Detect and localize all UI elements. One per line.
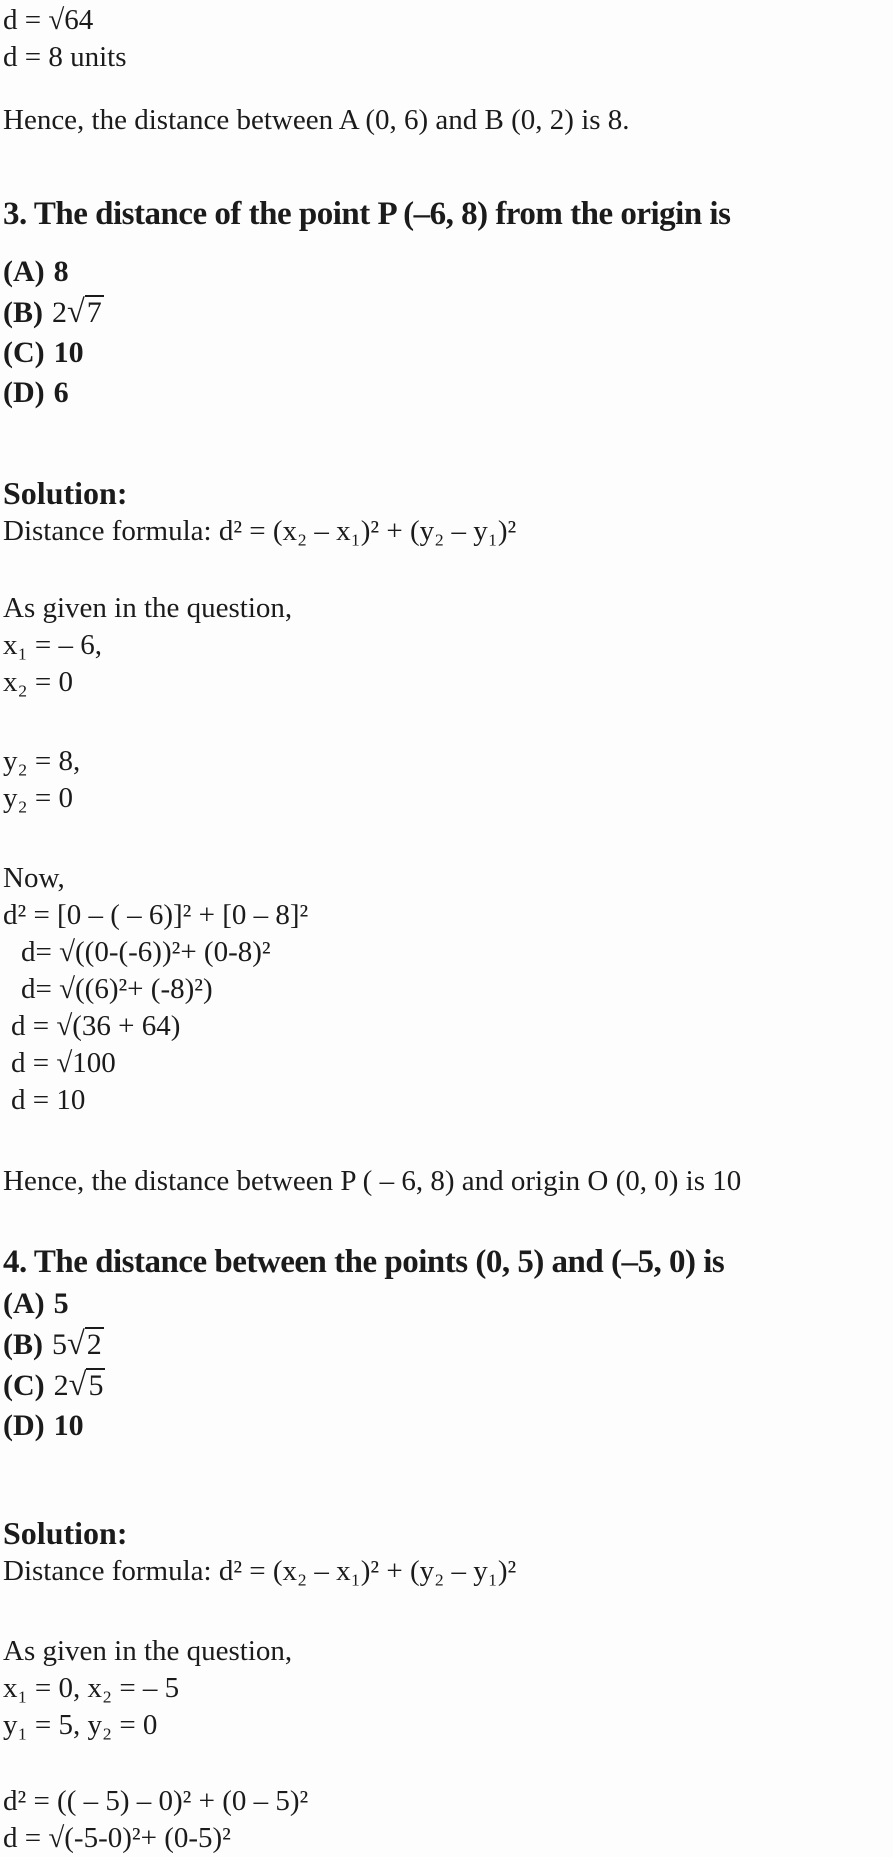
now-label: Now,	[3, 862, 65, 894]
calc-step: d = √(-5-0)²+ (0-5)²	[3, 1822, 231, 1854]
option-row-b	[3, 292, 893, 333]
option-value-math	[52, 1328, 104, 1361]
calc-step: d= √((0-(-6))²+ (0-8)²	[21, 936, 271, 968]
given-y2-line: y₂ = 0	[3, 782, 73, 814]
conclusion-q2: Hence, the distance between A (0, 6) and B (0, 2) is 8.	[3, 104, 630, 136]
option-value: 10	[53, 336, 84, 369]
given-x1-line: x₁ = – 6,	[3, 629, 102, 661]
distance-formula-line: Distance formula: d² = (x₂ – x₁)² + (y₂ – y₁)²	[3, 1555, 517, 1587]
option-row-a	[3, 1284, 893, 1324]
option-row-c	[3, 1365, 893, 1406]
option-label: (C)	[3, 1369, 45, 1402]
coefficient: 2	[52, 296, 67, 329]
radical-sign: √	[68, 1367, 87, 1403]
distance-formula-line: Distance formula: d² = (x₂ – x₁)² + (y₂ – y₁)²	[3, 515, 517, 547]
solution-page	[0, 2, 893, 1854]
option-value: 6	[53, 376, 69, 409]
option-value-math	[54, 1369, 106, 1402]
solution-heading: Solution:	[3, 1515, 128, 1551]
coefficient: 2	[53, 1369, 69, 1402]
question-4-heading: 4. The distance between the points (0, 5) and (–5, 0) is	[3, 1244, 725, 1280]
option-label: (D)	[3, 1409, 45, 1442]
question-3-heading: 3. The distance of the point P (–6, 8) from the origin is	[3, 196, 731, 232]
option-label: (D)	[3, 376, 45, 409]
radicand: 7	[86, 296, 102, 329]
option-label: (B)	[3, 1328, 43, 1361]
option-value: 5	[53, 1287, 69, 1320]
option-row-d	[3, 1406, 893, 1446]
option-row-d	[3, 373, 893, 413]
calc-step: d² = (( – 5) – 0)² + (0 – 5)²	[3, 1785, 309, 1817]
coefficient: 5	[52, 1328, 67, 1361]
calc-step: d = √(36 + 64)	[11, 1010, 181, 1042]
radicand: 2	[86, 1328, 102, 1361]
option-label: (C)	[3, 336, 45, 369]
option-row-c	[3, 333, 893, 373]
calc-step: d² = [0 – ( – 6)]² + [0 – 8]²	[3, 899, 309, 931]
conclusion-q3: Hence, the distance between P ( – 6, 8) and origin O (0, 0) is 10	[3, 1165, 742, 1197]
option-label: (B)	[3, 296, 43, 329]
calc-step: d = √100	[11, 1047, 116, 1079]
solution-heading: Solution:	[3, 475, 128, 511]
radicand: 5	[88, 1369, 104, 1402]
given-x2-line: x₂ = 0	[3, 666, 73, 698]
given-y1-line: y₂ = 8,	[3, 745, 81, 777]
given-intro-line: As given in the question,	[3, 1635, 293, 1667]
radical-sign: √	[67, 294, 85, 330]
given-intro-line: As given in the question,	[3, 592, 293, 624]
calc-step: d= √((6)²+ (-8)²)	[21, 973, 213, 1005]
math-line-d-sqrt64: d = √64	[3, 4, 94, 36]
option-value: 10	[53, 1409, 84, 1442]
math-line-d-8-units: d = 8 units	[3, 41, 127, 73]
option-row-a	[3, 252, 893, 292]
option-value-math	[52, 296, 104, 329]
calc-step: d = 10	[11, 1084, 86, 1116]
given-y-line: y₁ = 5, y₂ = 0	[3, 1709, 158, 1741]
option-row-b	[3, 1324, 893, 1365]
option-label: (A)	[3, 1287, 45, 1320]
option-label: (A)	[3, 255, 45, 288]
given-x-line: x₁ = 0, x₂ = – 5	[3, 1672, 180, 1704]
option-value: 8	[53, 255, 69, 288]
radical-sign: √	[67, 1326, 85, 1362]
